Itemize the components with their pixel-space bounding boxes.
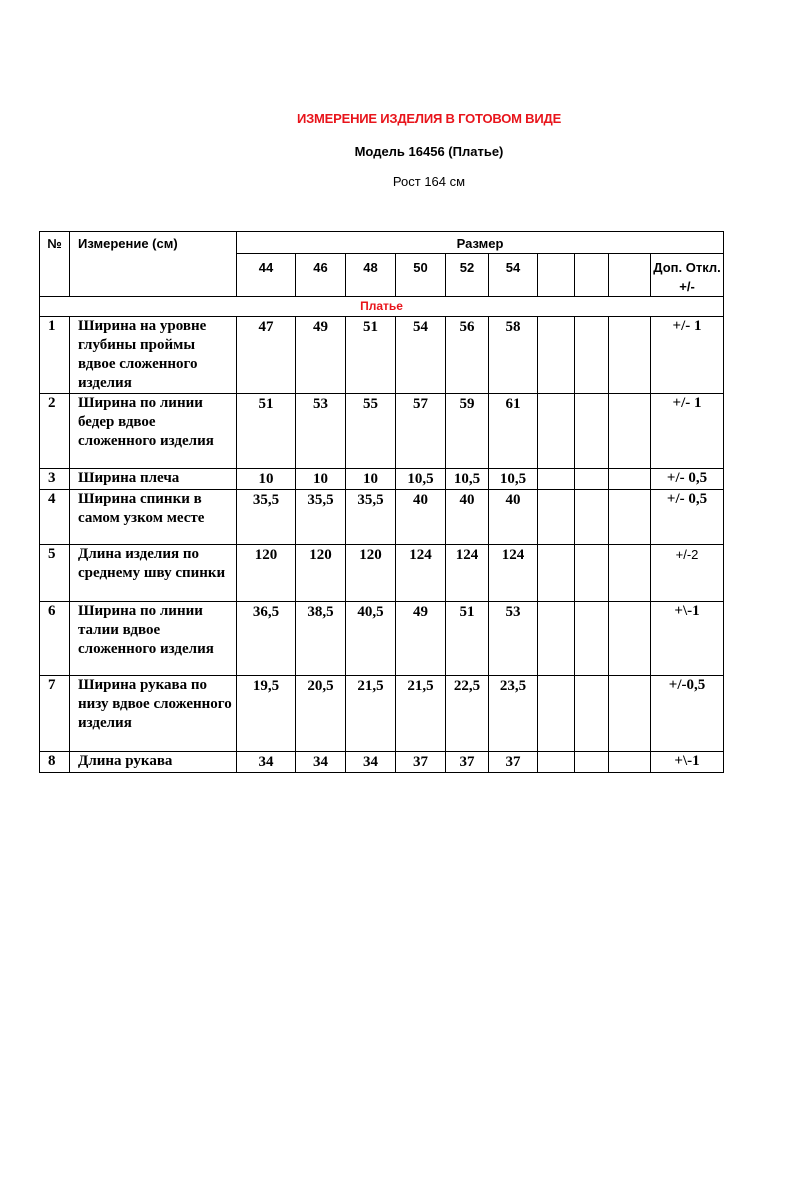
row-value-empty [538, 317, 575, 394]
header-size-empty [609, 254, 651, 297]
model-label: Модель 16456 (Платье) [354, 144, 504, 159]
row-value: 120 [346, 545, 396, 602]
row-tolerance: +\-1 [651, 602, 724, 676]
row-value: 51 [346, 317, 396, 394]
row-value: 34 [237, 752, 296, 773]
row-value: 124 [446, 545, 489, 602]
header-number: № [40, 232, 70, 297]
row-measurement-name: Ширина спинки в самом узком месте [70, 490, 237, 545]
row-value: 120 [237, 545, 296, 602]
row-tolerance: +/-0,5 [651, 676, 724, 752]
row-value-empty [609, 394, 651, 469]
row-value: 20,5 [296, 676, 346, 752]
row-measurement-name: Ширина по линии талии вдвое сложенного изделия [70, 602, 237, 676]
row-value: 34 [346, 752, 396, 773]
row-value: 19,5 [237, 676, 296, 752]
header-size: 50 [396, 254, 446, 297]
row-value: 53 [489, 602, 538, 676]
row-value: 57 [396, 394, 446, 469]
table-row [40, 490, 724, 545]
row-value-empty [575, 394, 609, 469]
row-value: 61 [489, 394, 538, 469]
row-number: 4 [40, 490, 70, 545]
row-value: 34 [296, 752, 346, 773]
table-row [40, 676, 724, 752]
row-value-empty [609, 490, 651, 545]
row-value: 49 [296, 317, 346, 394]
header-size: 48 [346, 254, 396, 297]
row-tolerance: +/- 0,5 [651, 490, 724, 545]
header-size-empty [575, 254, 609, 297]
row-value-empty [609, 752, 651, 773]
row-number: 1 [40, 317, 70, 394]
row-number: 6 [40, 602, 70, 676]
row-value: 10 [346, 469, 396, 490]
row-value: 21,5 [346, 676, 396, 752]
row-tolerance: +/- 1 [651, 394, 724, 469]
header-size-group: Размер [237, 232, 724, 254]
row-value: 10,5 [396, 469, 446, 490]
row-number: 8 [40, 752, 70, 773]
document-title: ИЗМЕРЕНИЕ ИЗДЕЛИЯ В ГОТОВОМ ВИДЕ [296, 111, 562, 126]
row-value-empty [575, 490, 609, 545]
row-value: 10 [237, 469, 296, 490]
row-number: 3 [40, 469, 70, 490]
section-label: Платье [40, 297, 724, 317]
height-label: Рост 164 см [392, 174, 466, 189]
row-value: 10,5 [489, 469, 538, 490]
row-measurement-name: Длина рукава [70, 752, 237, 773]
row-value-empty [538, 676, 575, 752]
row-tolerance: +\-1 [651, 752, 724, 773]
row-value-empty [575, 602, 609, 676]
row-value: 124 [396, 545, 446, 602]
table-row [40, 602, 724, 676]
row-measurement-name: Длина изделия по среднему шву спинки [70, 545, 237, 602]
row-value: 35,5 [296, 490, 346, 545]
row-value-empty [538, 752, 575, 773]
row-value: 54 [396, 317, 446, 394]
row-value-empty [575, 545, 609, 602]
header-size: 54 [489, 254, 538, 297]
row-value-empty [538, 469, 575, 490]
row-value: 10,5 [446, 469, 489, 490]
row-value: 40 [489, 490, 538, 545]
row-value: 23,5 [489, 676, 538, 752]
row-value: 36,5 [237, 602, 296, 676]
row-value: 37 [396, 752, 446, 773]
row-value: 38,5 [296, 602, 346, 676]
row-number: 2 [40, 394, 70, 469]
table-row [40, 545, 724, 602]
row-measurement-name: Ширина на уровне глубины проймы вдвое сложенного изделия [70, 317, 237, 394]
header-size: 44 [237, 254, 296, 297]
row-value-empty [538, 602, 575, 676]
table-row [40, 317, 724, 394]
row-value: 37 [446, 752, 489, 773]
table-row [40, 394, 724, 469]
row-measurement-name: Ширина рукава по низу вдвое сложенного изделия [70, 676, 237, 752]
row-value: 59 [446, 394, 489, 469]
row-value-empty [575, 317, 609, 394]
row-value-empty [538, 394, 575, 469]
header-measurement: Измерение (см) [70, 232, 237, 297]
row-value-empty [609, 469, 651, 490]
row-value-empty [575, 752, 609, 773]
row-measurement-name: Ширина плеча [70, 469, 237, 490]
row-tolerance: +/-2 [651, 545, 724, 602]
row-value: 56 [446, 317, 489, 394]
row-value: 40 [446, 490, 489, 545]
row-value: 58 [489, 317, 538, 394]
row-value-empty [575, 469, 609, 490]
row-value: 40,5 [346, 602, 396, 676]
header-size-empty [538, 254, 575, 297]
row-value-empty [538, 545, 575, 602]
row-value-empty [538, 490, 575, 545]
row-value: 40 [396, 490, 446, 545]
table-row [40, 752, 724, 773]
row-value: 55 [346, 394, 396, 469]
header-size: 46 [296, 254, 346, 297]
row-value: 21,5 [396, 676, 446, 752]
header-size: 52 [446, 254, 489, 297]
header-tolerance-line2: +/- [679, 279, 695, 294]
row-value: 35,5 [346, 490, 396, 545]
row-value: 51 [237, 394, 296, 469]
section-row [40, 297, 724, 317]
row-measurement-name: Ширина по линии бедер вдвое сложенного изделия [70, 394, 237, 469]
header-tolerance-line1: Доп. Откл. [653, 260, 721, 275]
table-row [40, 469, 724, 490]
row-value-empty [609, 602, 651, 676]
row-number: 5 [40, 545, 70, 602]
row-value: 51 [446, 602, 489, 676]
row-value: 47 [237, 317, 296, 394]
row-value: 10 [296, 469, 346, 490]
row-value: 49 [396, 602, 446, 676]
row-value: 120 [296, 545, 346, 602]
measurement-table [39, 231, 724, 773]
row-value-empty [609, 676, 651, 752]
row-tolerance: +/- 0,5 [651, 469, 724, 490]
row-tolerance: +/- 1 [651, 317, 724, 394]
row-value: 53 [296, 394, 346, 469]
row-value-empty [609, 545, 651, 602]
header-row-top [40, 232, 724, 254]
row-value: 35,5 [237, 490, 296, 545]
row-value: 37 [489, 752, 538, 773]
row-value: 22,5 [446, 676, 489, 752]
row-number: 7 [40, 676, 70, 752]
row-value: 124 [489, 545, 538, 602]
header-tolerance [651, 254, 724, 297]
row-value-empty [575, 676, 609, 752]
row-value-empty [609, 317, 651, 394]
